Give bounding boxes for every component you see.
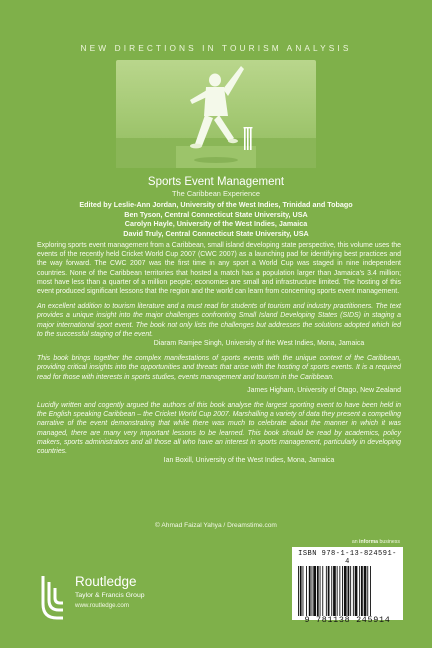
endorsement — [37, 354, 401, 395]
barcode-bar — [331, 566, 332, 616]
publisher-name: Routledge — [75, 574, 137, 589]
barcode-bar — [303, 566, 304, 616]
barcode-bar — [342, 566, 343, 616]
routledge-emblem-icon — [35, 574, 69, 620]
informa-brand: informa — [359, 539, 379, 545]
barcode-bar — [300, 566, 302, 616]
cricket-photo — [116, 60, 316, 168]
barcode-bar — [367, 566, 368, 616]
endorsement — [37, 401, 401, 465]
barcode-bar — [337, 566, 338, 616]
book-title: Sports Event Management — [147, 176, 285, 188]
cover-body-text — [37, 241, 401, 471]
barcode-bar — [333, 566, 336, 616]
barcode-bar — [353, 566, 354, 616]
photo-credit: © Ahmad Faizal Yahya / Dreamstime.com — [155, 522, 277, 529]
book-description: Exploring sports event management from a Caribbean, small island developing state perspective, this volume uses the events of the recently held Cricket World Cup 2007 (CWC 2007) as a launching pad for identifying best practices and the way forward. The CWC 2007 was the first time in any sport a World Cup was staged in nine independent countries. None of the Caribbean territories that hosted a match has a population larger than Jamaica's 3.4 million; most have less than a quarter of a million people; economies are small and infrastructure limited. The hosting of this event produced significant lessons that the region and the world can learn from concerning sports event management. — [37, 242, 401, 296]
publisher-url: www.routledge.com — [75, 602, 129, 609]
barcode-bar — [339, 566, 340, 616]
barcode-bar — [350, 566, 351, 616]
barcode-bar — [355, 566, 358, 616]
isbn-text: ISBN 978-1-13-824591-4 — [298, 550, 397, 566]
barcode-bar — [359, 566, 360, 616]
barcode-bar — [320, 566, 321, 616]
barcode-bar — [348, 566, 350, 616]
endorsement-author: Diaram Ramjee Singh, University of the West Indies, Mona, Jamaica — [153, 340, 365, 348]
book-subtitle: The Caribbean Experience — [172, 189, 260, 198]
barcode-bar — [322, 566, 323, 616]
barcode-bar — [313, 566, 316, 616]
series-title: NEW DIRECTIONS IN TOURISM ANALYSIS — [80, 43, 352, 53]
barcode-bar — [344, 566, 347, 616]
editor-line: Ben Tyson, Central Connecticut State University, USA — [124, 209, 308, 219]
endorsement-quote: Lucidly written and cogently argued the authors of this book analyse the largest sporting event to have been held in the English speaking Caribbean – the Cricket World Cup 2007. Marshalling a variety of data they present a compelling narrative of the event demonstrating that while there was much to celebrate about the manner in which it was managed, there are many very important lessons to be learned. This book should be read by academics, policy makers, sports administrators and all those all who have an interest in sports management, particularly in developing countries. — [37, 402, 401, 456]
editor-line: David Truly, Central Connecticut State University, USA — [123, 228, 309, 238]
barcode-number: 9 781138 245914 — [304, 615, 391, 625]
barcode-bar — [361, 566, 363, 616]
barcode-bar — [326, 566, 327, 616]
barcode-bar — [306, 566, 307, 616]
endorsement-quote: This book brings together the complex manifestations of sports events with the unique context of the Caribbean, providing critical insights into the opportunities and threats that arise with the hosting of sports events. It is a required read for those with interests in sports studies, events management and tourism in the Caribbean. — [37, 355, 401, 381]
endorsement — [37, 302, 401, 348]
barcode-bar — [364, 566, 367, 616]
barcode-graphic — [296, 566, 399, 616]
barcode-bars — [296, 566, 399, 616]
barcode-bar — [298, 566, 299, 616]
barcode-bar — [370, 566, 371, 616]
editor-line: Edited by Leslie-Ann Jordan, University of the West Indies, Trinidad and Tobago — [79, 200, 353, 209]
isbn-barcode — [292, 547, 403, 625]
barcode-bar — [328, 566, 330, 616]
cricket-bowler-illustration — [116, 60, 316, 168]
editor-line: Carolyn Hayle, University of the West Indies, Jamaica — [124, 219, 308, 229]
endorsement-author: Ian Boxill, University of the West Indies, Mona, Jamaica — [163, 457, 335, 465]
barcode-bar — [312, 566, 313, 616]
barcode-bar — [317, 566, 319, 616]
informa-prefix: an — [351, 539, 360, 545]
routledge-logo — [35, 574, 195, 624]
informa-business-tag — [290, 539, 400, 545]
barcode-bar — [309, 566, 311, 616]
title-block — [0, 176, 432, 238]
informa-suffix: business — [378, 539, 400, 545]
editors-list — [0, 200, 432, 238]
endorsement-author: James Higham, University of Otago, New Zealand — [247, 386, 401, 394]
publisher-group: Taylor & Francis Group — [75, 592, 145, 599]
endorsement-quote: An excellent addition to tourism literature and a must read for students of tourism and industry practitioners. The text provides a unique insight into the major challenges confronting Small Island Developing States (SIDS) in staging a major international sport event. The book not only lists the challenges but addresses the solutions adopted which led to the successful staging of the event. — [37, 303, 401, 338]
